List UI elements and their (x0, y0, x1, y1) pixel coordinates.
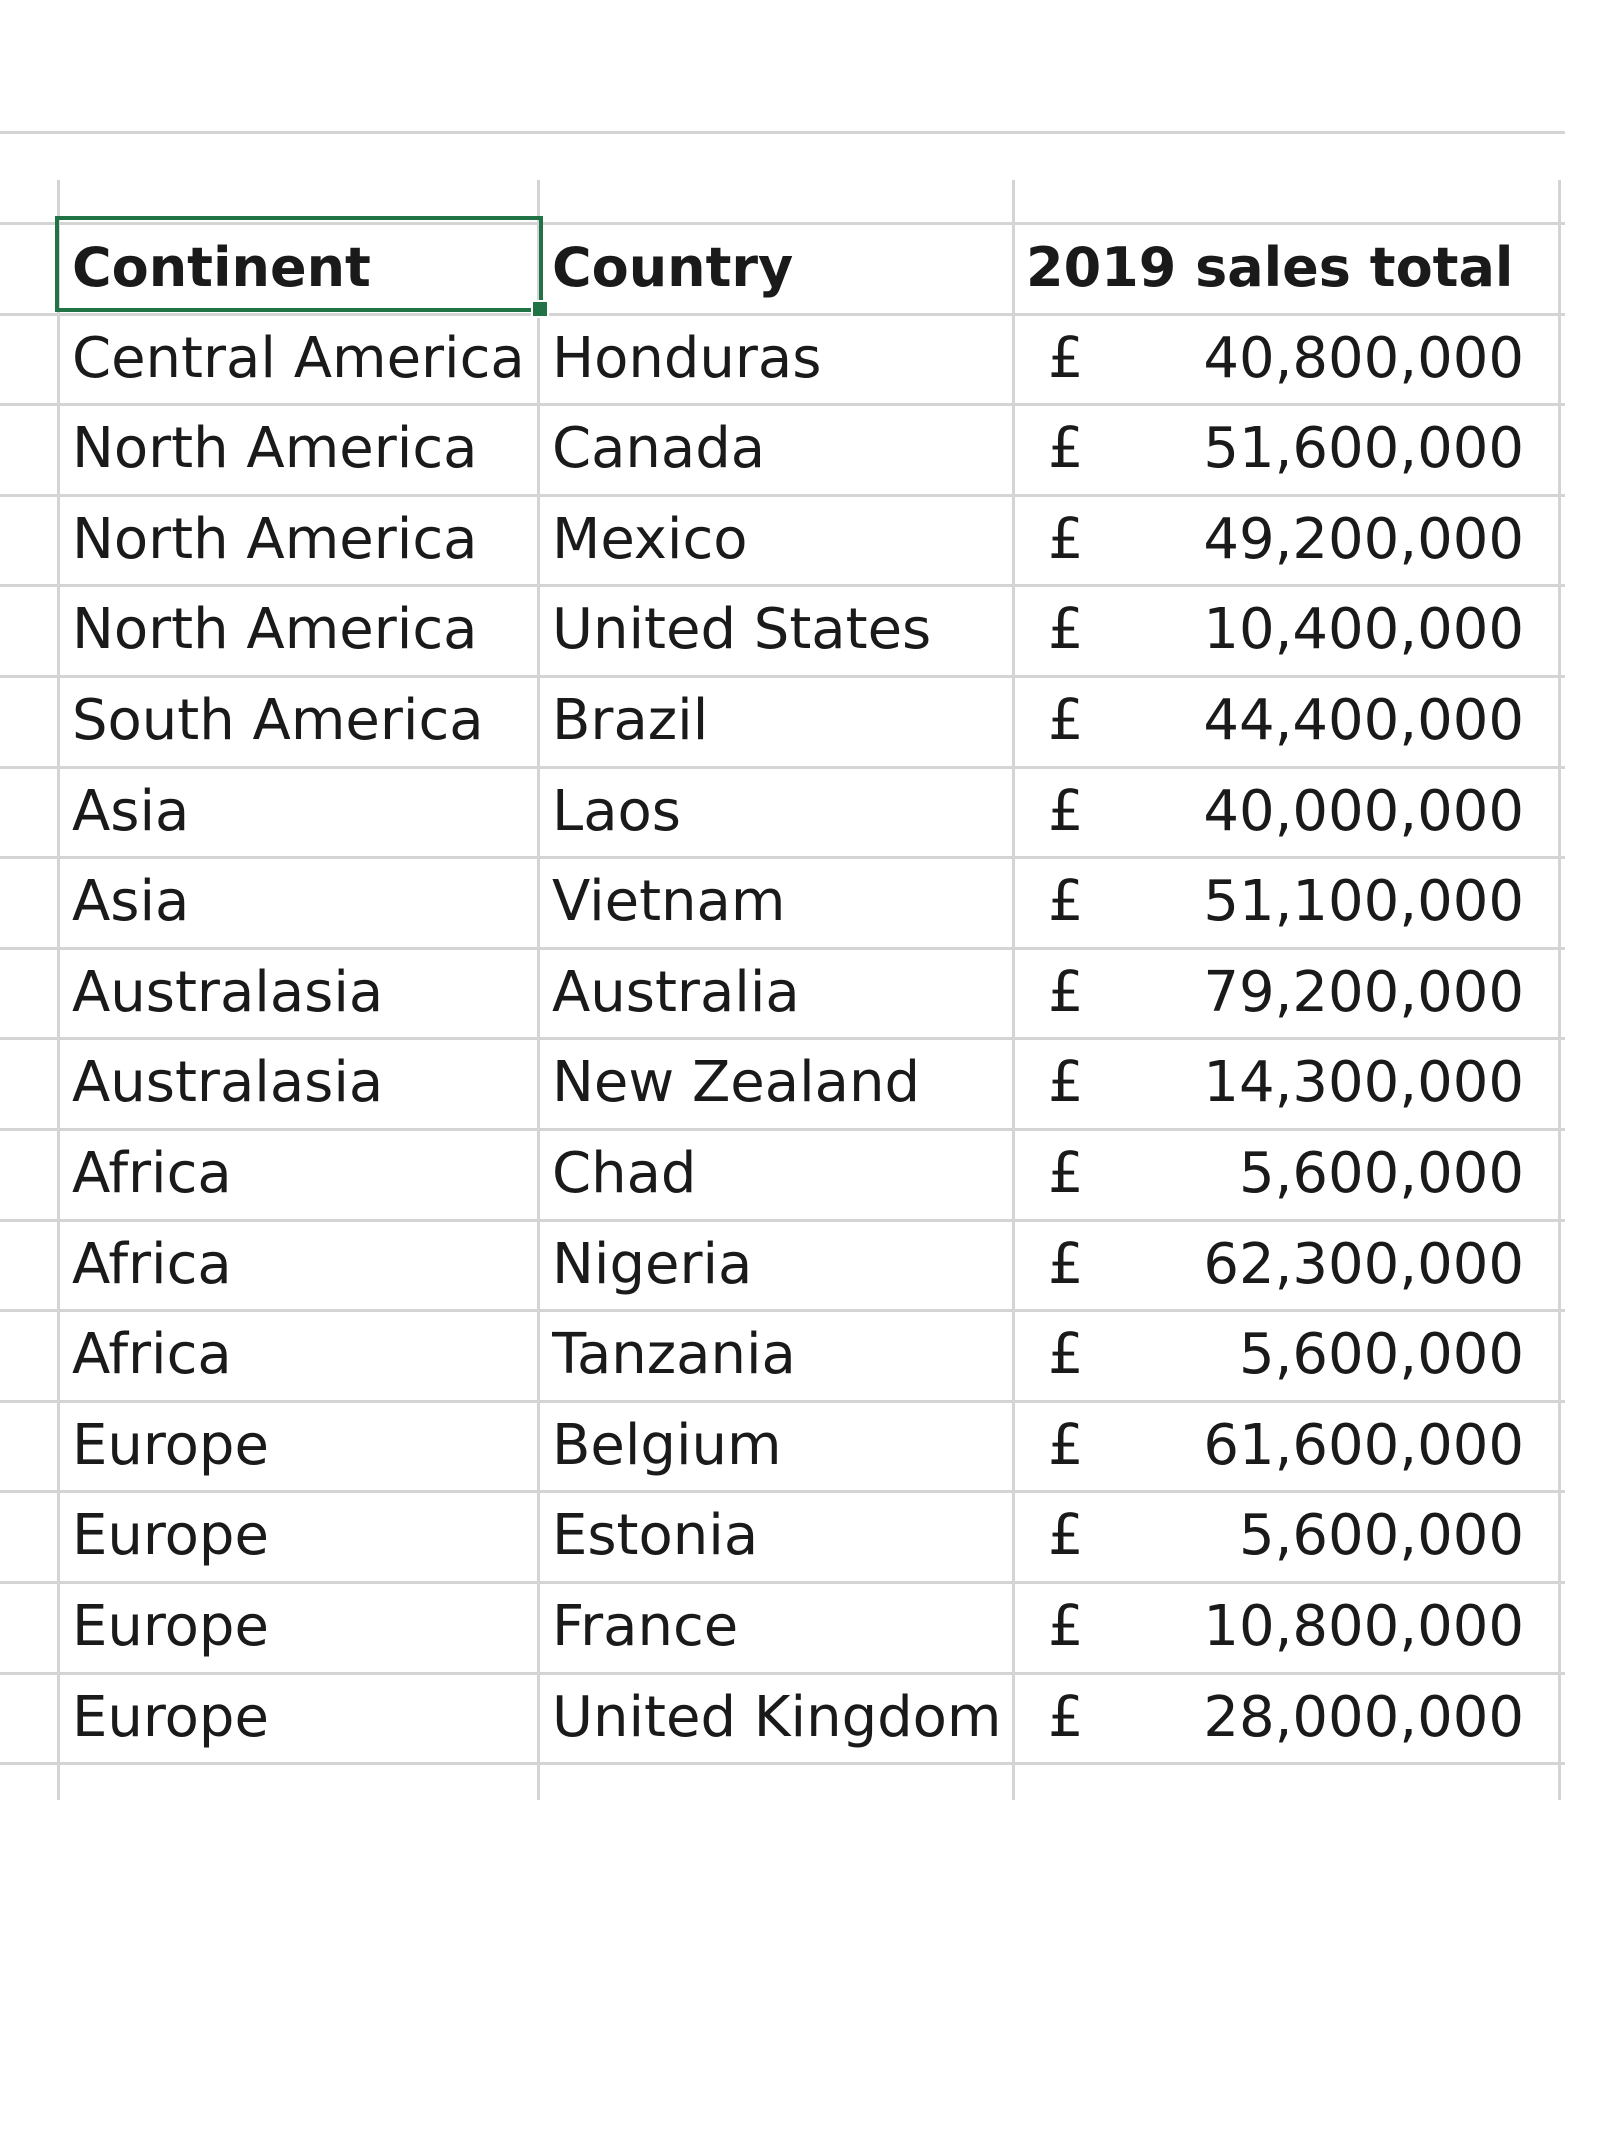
continent-cell[interactable]: North America (72, 506, 478, 572)
continent-cell[interactable]: Africa (72, 1322, 232, 1388)
continent-cell[interactable]: Europe (72, 1412, 269, 1478)
country-cell[interactable]: Honduras (552, 325, 822, 391)
country-cell[interactable]: France (552, 1594, 739, 1659)
country-cell[interactable]: Mexico (552, 506, 748, 572)
table-row (0, 584, 1565, 675)
continent-cell[interactable]: North America (72, 597, 478, 663)
currency-symbol: £ (1048, 416, 1084, 482)
currency-symbol: £ (1048, 325, 1084, 391)
row-gridline (0, 1762, 1565, 1765)
currency-symbol: £ (1048, 1141, 1084, 1206)
sales-amount-cell[interactable]: 5,600,000 (1238, 1141, 1524, 1206)
continent-cell[interactable]: Europe (72, 1503, 269, 1569)
country-cell[interactable]: Chad (552, 1141, 697, 1206)
country-cell[interactable]: Australia (552, 959, 800, 1025)
table-row (0, 1672, 1565, 1763)
header-country-cell[interactable]: Country (552, 236, 794, 299)
country-cell[interactable]: Tanzania (552, 1322, 796, 1388)
sales-amount-cell[interactable]: 44,400,000 (1203, 688, 1524, 753)
sales-amount-cell[interactable]: 40,800,000 (1203, 325, 1524, 391)
currency-symbol: £ (1048, 778, 1084, 844)
currency-symbol: £ (1048, 959, 1084, 1025)
continent-cell[interactable]: Australasia (72, 1050, 384, 1116)
country-cell[interactable]: United States (552, 597, 932, 663)
header-continent-cell[interactable]: Continent (72, 236, 371, 299)
continent-cell[interactable]: Central America (72, 325, 525, 391)
country-cell[interactable]: Estonia (552, 1503, 759, 1569)
sales-amount-cell[interactable]: 28,000,000 (1203, 1684, 1524, 1750)
continent-cell[interactable]: Asia (72, 778, 190, 844)
continent-cell[interactable]: Asia (72, 869, 190, 935)
table-row (0, 313, 1565, 404)
continent-cell[interactable]: Europe (72, 1594, 269, 1659)
currency-symbol: £ (1048, 688, 1084, 753)
country-cell[interactable]: Laos (552, 778, 681, 844)
table-row (0, 1309, 1565, 1400)
sales-amount-cell[interactable]: 61,600,000 (1203, 1412, 1524, 1478)
continent-cell[interactable]: Africa (72, 1141, 232, 1206)
continent-cell[interactable]: Australasia (72, 959, 384, 1025)
table-row (0, 1400, 1565, 1491)
country-cell[interactable]: United Kingdom (552, 1684, 1002, 1750)
table-row (0, 766, 1565, 857)
currency-symbol: £ (1048, 1412, 1084, 1478)
country-cell[interactable]: Canada (552, 416, 766, 482)
continent-cell[interactable]: North America (72, 416, 478, 482)
currency-symbol: £ (1048, 597, 1084, 663)
sales-amount-cell[interactable]: 62,300,000 (1203, 1231, 1524, 1297)
sales-amount-cell[interactable]: 40,000,000 (1203, 778, 1524, 844)
sales-amount-cell[interactable]: 79,200,000 (1203, 959, 1524, 1025)
sales-amount-cell[interactable]: 5,600,000 (1238, 1322, 1524, 1388)
table-row (0, 1219, 1565, 1310)
country-cell[interactable]: Vietnam (552, 869, 786, 935)
sales-amount-cell[interactable]: 51,100,000 (1203, 869, 1524, 935)
row-gridline (0, 131, 1565, 134)
currency-symbol: £ (1048, 1231, 1084, 1297)
currency-symbol: £ (1048, 1322, 1084, 1388)
spreadsheet-grid[interactable] (0, 180, 1600, 1800)
currency-symbol: £ (1048, 1503, 1084, 1569)
currency-symbol: £ (1048, 1594, 1084, 1659)
country-cell[interactable]: New Zealand (552, 1050, 920, 1116)
table-row (0, 1128, 1565, 1219)
country-cell[interactable]: Belgium (552, 1412, 782, 1478)
continent-cell[interactable]: South America (72, 688, 484, 753)
active-cell-selection (55, 216, 543, 312)
currency-symbol: £ (1048, 1684, 1084, 1750)
sales-amount-cell[interactable]: 5,600,000 (1238, 1503, 1524, 1569)
currency-symbol: £ (1048, 506, 1084, 572)
continent-cell[interactable]: Africa (72, 1231, 232, 1297)
table-row (0, 1037, 1565, 1128)
currency-symbol: £ (1048, 1050, 1084, 1116)
table-row (0, 856, 1565, 947)
sales-amount-cell[interactable]: 10,400,000 (1203, 597, 1524, 663)
currency-symbol: £ (1048, 869, 1084, 935)
table-row (0, 494, 1565, 585)
header-sales-cell[interactable]: 2019 sales total (1026, 236, 1514, 299)
table-row (0, 1490, 1565, 1581)
sales-amount-cell[interactable]: 49,200,000 (1203, 506, 1524, 572)
sales-amount-cell[interactable]: 10,800,000 (1203, 1594, 1524, 1659)
country-cell[interactable]: Nigeria (552, 1231, 753, 1297)
sales-amount-cell[interactable]: 14,300,000 (1203, 1050, 1524, 1116)
table-row (0, 403, 1565, 494)
continent-cell[interactable]: Europe (72, 1684, 269, 1750)
table-row (0, 947, 1565, 1038)
table-row (0, 675, 1565, 766)
country-cell[interactable]: Brazil (552, 688, 709, 753)
table-row (0, 1581, 1565, 1672)
sales-amount-cell[interactable]: 51,600,000 (1203, 416, 1524, 482)
